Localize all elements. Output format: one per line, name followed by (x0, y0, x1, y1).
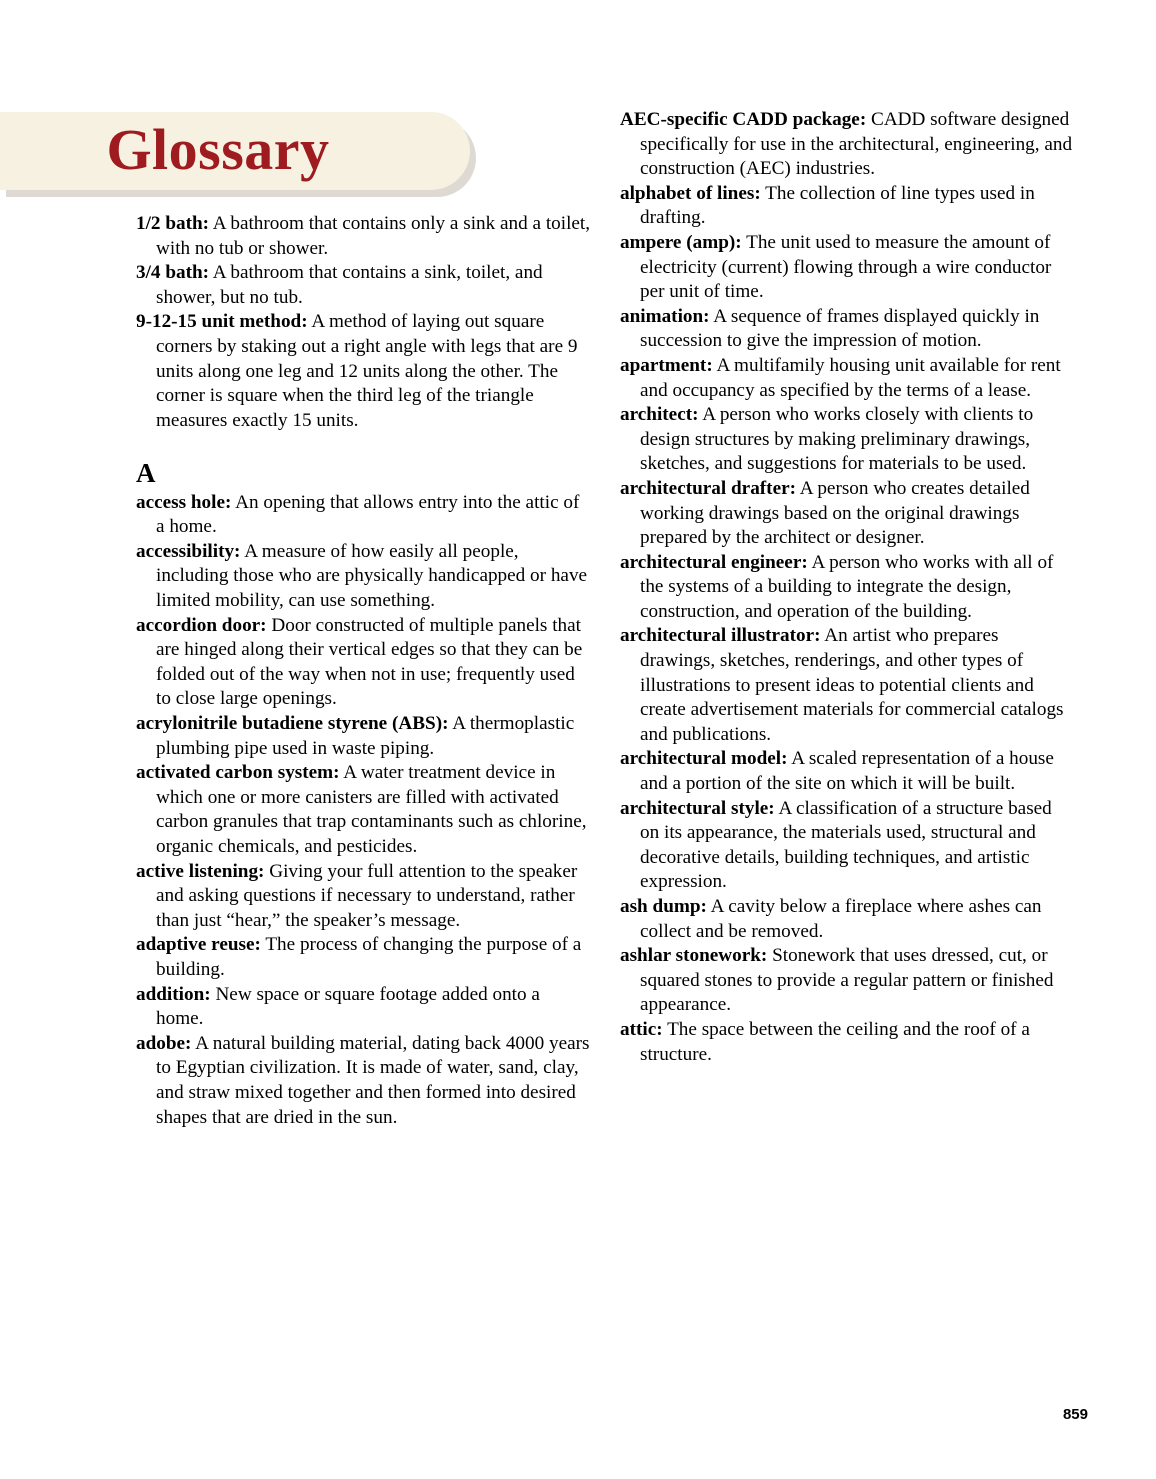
glossary-entry (620, 108, 1075, 182)
glossary-entry (620, 551, 1075, 625)
glossary-entry (620, 477, 1075, 551)
glossary-entry (136, 712, 591, 761)
glossary-term: architectural engineer: (620, 551, 808, 573)
glossary-term: acrylonitrile butadiene styrene (ABS): (136, 713, 449, 735)
glossary-definition: The collection of line types used in drafting. (640, 182, 1035, 229)
glossary-definition: The process of changing the purpose of a building. (156, 934, 582, 980)
glossary-definition: A classification of a structure based on its appearance, the materials used, structural and decorative details, building techniques, and artistic expression. (640, 797, 1052, 893)
glossary-definition: A sequence of frames displayed quickly in succession to give the impression of motion. (640, 305, 1040, 352)
glossary-definition: A cavity below a fireplace where ashes can collect and be removed. (640, 896, 1042, 942)
glossary-term: ash dump: (620, 896, 707, 917)
glossary-term: ashlar stonework: (620, 945, 768, 967)
glossary-right-column (620, 108, 1075, 1067)
glossary-term: 1/2 bath: (136, 213, 210, 234)
glossary-entry (136, 491, 591, 540)
glossary-definition: New space or square footage added onto a home. (156, 983, 540, 1030)
glossary-term: alphabet of lines: (620, 182, 761, 204)
page-number: 859 (1062, 1406, 1088, 1423)
glossary-definition: The unit used to measure the amount of electricity (current) flowing through a wire conductor per unit of time. (640, 231, 1052, 303)
glossary-term: AEC-specific CADD package: (620, 109, 867, 130)
glossary-definition: CADD software designed specifically for use in the architectural, engineering, and construction (AEC) industries. (640, 109, 1073, 180)
glossary-entry (136, 1032, 591, 1130)
glossary-entry (620, 624, 1075, 747)
glossary-definition: A bathroom that contains only a sink and a toilet, with no tub or shower. (156, 213, 591, 259)
glossary-definition: The space between the ceiling and the roof of a structure. (640, 1018, 1030, 1065)
glossary-term: 9-12-15 unit method: (136, 311, 308, 333)
glossary-definition: Door constructed of multiple panels that are hinged along their vertical edges so that they can be folded out of the way when not in use; frequently used to close large openings. (156, 614, 583, 710)
glossary-term: activated carbon system: (136, 762, 340, 784)
glossary-entry (620, 354, 1075, 403)
glossary-term: architectural model: (620, 748, 788, 770)
glossary-definition: A thermoplastic plumbing pipe used in waste piping. (156, 713, 575, 759)
glossary-definition: Giving your full attention to the speaker and asking questions if necessary to understand, rather than just “hear,” the speaker’s message. (156, 860, 578, 931)
glossary-definition: An artist who prepares drawings, sketches, renderings, and other types of illustrations to present ideas to potential clients and create advertisement materials for commercial catalogs and publications. (640, 625, 1064, 745)
glossary-term: architectural illustrator: (620, 625, 821, 647)
glossary-entry (136, 860, 591, 934)
glossary-definition: A water treatment device in which one or more canisters are filled with activated carbon granules that trap contaminants such as chlorine, organic chemicals, and pesticides. (156, 762, 587, 857)
glossary-definition: Stonework that uses dressed, cut, or squared stones to provide a regular pattern or finished appearance. (640, 945, 1054, 1016)
glossary-definition: A person who works closely with clients to design structures by making preliminary drawings, sketches, and suggestions for materials to be used. (640, 404, 1034, 475)
glossary-definition: A multifamily housing unit available for rent and occupancy as specified by the terms of a lease. (640, 354, 1061, 401)
glossary-definition: A measure of how easily all people, including those who are physically handicapped or have limited mobility, can use something. (156, 540, 588, 612)
glossary-definition: An opening that allows entry into the attic of a home. (156, 491, 580, 538)
glossary-title-banner (0, 112, 470, 190)
glossary-term: apartment: (620, 354, 713, 376)
glossary-term: animation: (620, 305, 710, 327)
glossary-term: ampere (amp): (620, 231, 742, 253)
glossary-term: adaptive reuse: (136, 934, 261, 956)
letter-heading-a: A (136, 458, 156, 489)
glossary-entry (136, 614, 591, 712)
glossary-definition: A method of laying out square corners by staking out a right angle with legs that are 9 units along one leg and 12 units along the other. The corner is square when the third leg of the triangle measures exactly 15 units. (156, 311, 578, 431)
letter-a-entries-group (136, 491, 591, 1130)
glossary-term: architect: (620, 404, 699, 426)
glossary-entry (620, 797, 1075, 895)
glossary-entry (136, 983, 591, 1032)
glossary-term: access hole: (136, 491, 232, 513)
glossary-entry (620, 747, 1075, 796)
glossary-definition: A person who creates detailed working drawings based on the original drawings prepared by the architect or designer. (640, 477, 1030, 549)
glossary-definition: A scaled representation of a house and a portion of the site on which it will be built. (640, 748, 1054, 795)
glossary-entry (136, 261, 591, 310)
glossary-term: architectural style: (620, 797, 775, 819)
glossary-entry (136, 761, 591, 859)
page-title: Glossary (106, 117, 330, 183)
glossary-entry (620, 895, 1075, 944)
glossary-definition: A natural building material, dating back 4000 years to Egyptian civilization. It is made of water, sand, clay, and straw mixed together and then formed into desired shapes that are dried in the sun. (156, 1032, 590, 1128)
glossary-definition: A person who works with all of the systems of a building to integrate the design, construction, and operation of the building. (640, 551, 1054, 622)
glossary-entry (620, 944, 1075, 1018)
glossary-entry (136, 212, 591, 261)
glossary-term: accordion door: (136, 614, 267, 636)
glossary-entry (136, 310, 591, 433)
glossary-entry (620, 305, 1075, 354)
glossary-term: accessibility: (136, 540, 241, 562)
glossary-term: 3/4 bath: (136, 262, 210, 284)
glossary-entry (620, 231, 1075, 305)
glossary-term: attic: (620, 1018, 663, 1040)
glossary-entry (620, 182, 1075, 231)
glossary-definition: A bathroom that contains a sink, toilet, and shower, but no tub. (156, 262, 543, 308)
glossary-entry (136, 933, 591, 982)
glossary-term: architectural drafter: (620, 477, 796, 499)
glossary-term: active listening: (136, 860, 265, 882)
glossary-term: addition: (136, 983, 211, 1005)
numeric-entries-group (136, 212, 591, 433)
glossary-term: adobe: (136, 1032, 192, 1054)
letter-a-entries-group-continued (620, 108, 1075, 1067)
glossary-entry (620, 1018, 1075, 1067)
glossary-entry (136, 540, 591, 614)
glossary-entry (620, 403, 1075, 477)
glossary-left-column (136, 212, 591, 1130)
